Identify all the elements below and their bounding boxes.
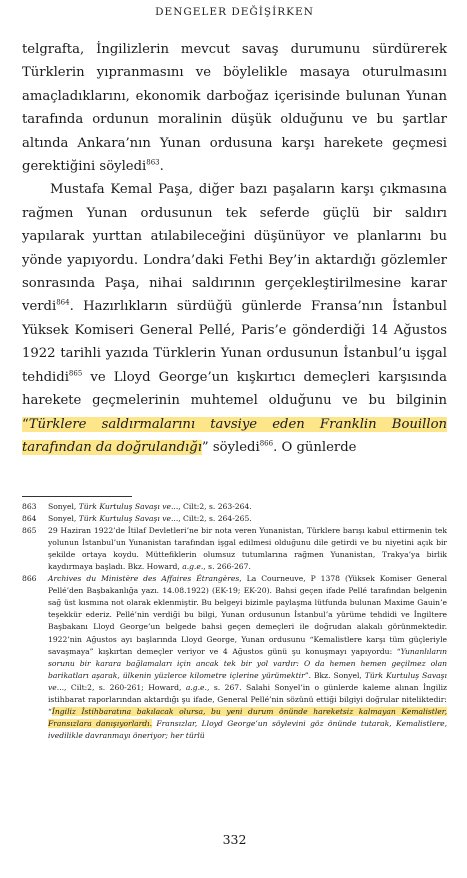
footnote-ref-865[interactable]: 865	[68, 369, 83, 378]
footnote-text: Archives du Ministère des Affaires Étrangères, La Courneuve, P 1378 (Yüksek Komiser General Pellé’den Başbakanlığa yazı. 14.08.1922) (EK-19; EK-20). Bahsi geçen ifade Pellé tarafından belgenin sağ üst kısmına not olarak eklenmiştir. Bu belgeyi bizimle paylaşma lütfunda bulunan Maxime Gauin’e teşekkür ederiz. Pellé’nin verdiği bu bilgi, Yunan ordusunun İstanbul’a yürüme tehdidi ve İngiltere Başbakanı Lloyd George’un belgede bahsi geçen demeçleri ile doğrudan alakalı görünmektedir. 1922’nin Ağustos ayı başlarında Lloyd George, Yunan ordusunu “Kemalistlere karşı tüm güçleriyle savaşmaya” kışkırtan demeçler veriyor ve 4 Ağustos günü şu konuşmayı yapıyordu: “Yunanlıların sorunu bir karara bağlamaları için ancak tek bir yol vardır: O da hemen hemen geçilmez olan barikatları aşarak, ülkenin yüzlerce kilometre içlerine yürümektir”. Bkz. Sonyel, Türk Kurtuluş Savaşı ve..., Cilt:2, s. 260-261; Howard, a.g.e., s. 267. Salahi Sonyel’in o günlerde kaleme alınan İngiliz istihbarat raporlarından aktardığı şu ifade, General Pellé’nin sözünü ettiği bilgiyi doğrular niteliktedir: “İngiliz İstihbaratına bakılacak olursa, bu yeni durum önünde hareketsiz kalmayan Kemalistler, Fransızlara danışıyorlardı. Fransızlar, Lloyd George’un söylevini göz önünde tutarak, Kemalistlere, ivedilikle davranmayı öneriyor; her türlü	[48, 574, 447, 740]
footnote-865	[22, 525, 447, 573]
paragraph-2	[22, 178, 447, 459]
footnote-divider	[22, 496, 132, 497]
paragraph-text: .	[159, 159, 164, 175]
body-text	[22, 38, 447, 459]
highlighted-footnote-quote: İngiliz İstihbaratına bakılacak olursa, bu yeni durum önünde hareketsiz kalmayan Kemalistler, Fransızlara danışıyorlardı.	[48, 706, 447, 728]
running-head: DENGELER DEĞİŞİRKEN	[155, 6, 314, 18]
footnote-number: 863	[22, 502, 37, 511]
paragraph-text: Mustafa Kemal Paşa, diğer bazı paşaların karşı çıkmasına rağmen Yunan ordusunun tek seferde güçlü bir saldırı yapılarak yurttan atılabileceğini düşünüyor ve planlarını bu yönde yapıyordu. Londra’daki Fethi Bey’in aktardığı gözlemler sonrasında Paşa, nihai saldırının gerçekleştirilmesine karar verdi	[22, 182, 447, 315]
footnote-number: 864	[22, 514, 37, 524]
quote-text: Türklere saldırmalarını tavsiye eden Franklin Bouillon tarafından da doğrulandığı	[22, 416, 447, 455]
paragraph-1	[22, 38, 447, 178]
quote-mark: “	[22, 416, 29, 432]
footnote-text: 29 Haziran 1922’de İtilaf Devletleri’ne bir nota veren Yunanistan, Türklere barışı kabul ettirmenin tek yolunun İstanbul’un Yunanistan tarafından işgal edilmesi olduğunu dile getirdi ve bu niyetini açık bir şekilde ortaya koydu. Müttefiklerin olumsuz tutumlarına rağmen Yunanistan, Trakya’ya birlik kaydırmaya başladı. Bkz. Howard, a.g.e., s. 266-267.	[48, 526, 447, 572]
paragraph-text: ve Lloyd George’un kışkırtıcı demeçleri karşısında harekete geçmelerinin muhtemel olduğunu ve bu bilginin	[22, 369, 447, 409]
footnote-ref-866[interactable]: 866	[259, 439, 274, 448]
footnote-text: Sonyel, Türk Kurtuluş Savaşı ve..., Cilt:2, s. 263-264.	[48, 502, 252, 511]
footnote-864	[22, 513, 447, 525]
footnote-866	[22, 573, 447, 742]
footnote-text: Sonyel, Türk Kurtuluş Savaşı ve..., Cilt:2, s. 264-265.	[48, 514, 252, 524]
paragraph-text: . Hazırlıkların sürdüğü günlerde Fransa’nın İstanbul Yüksek Komiseri General Pellé, Paris’e gönderdiği 14 Ağustos 1922 tarihli yazıda Türklerin Yunan ordusunun İstanbul’u işgal tehdidi	[22, 299, 447, 385]
footnote-number: 866	[22, 574, 37, 584]
footnote-ref-863[interactable]: 863	[146, 158, 160, 167]
paragraph-text: telgrafta, İngilizlerin mevcut savaş durumunu sürdürerek Türklerin yıpranmasını ve böylelikle masaya oturulmasını amaçladıklarını, ekonomik darboğaz içerisinde bulunan Yunan tarafında ordunun moralinin düşük olduğunu ve bu şartlar altında Ankara’nın Yunan ordusuna karşı harekete geçmesi gerektiğini söyledi	[22, 42, 447, 175]
paragraph-text: . O günlerde	[273, 439, 357, 455]
footnote-863	[22, 501, 447, 513]
footnotes	[22, 501, 447, 742]
paragraph-text: ” söyledi	[201, 439, 260, 455]
page-number: 332	[222, 832, 247, 847]
footnote-number: 865	[22, 526, 37, 536]
footnote-ref-864[interactable]: 864	[56, 299, 70, 308]
